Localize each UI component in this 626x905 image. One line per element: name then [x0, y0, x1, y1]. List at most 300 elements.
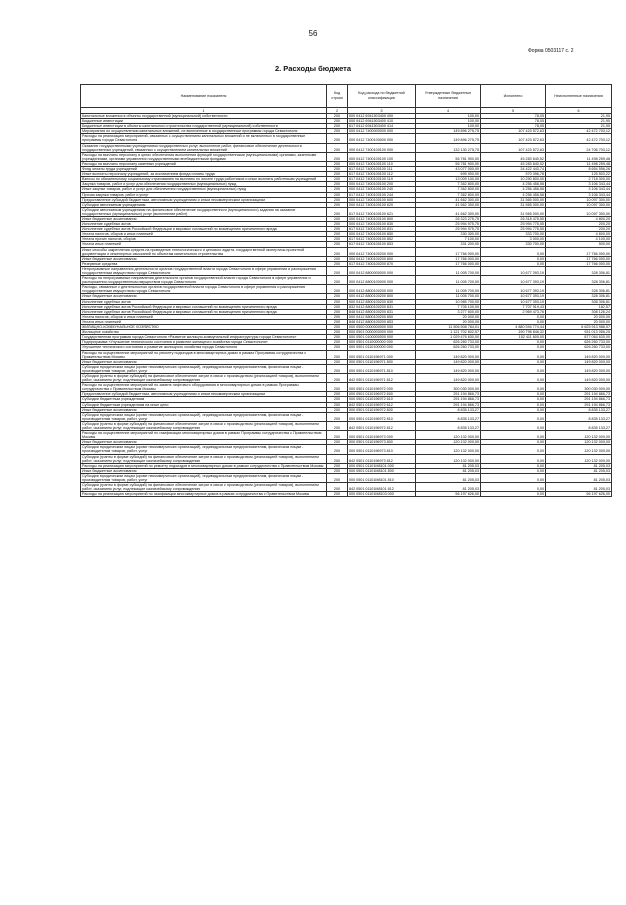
indicator-name-cell: Уплата налогов, сборов и иных платежей: [81, 314, 327, 319]
header-budget-code: Код расхода по бюджетной классификации: [348, 85, 416, 108]
unexecuted-cell: 81 205,03: [546, 483, 612, 492]
form-code: Форма 0503117 с. 2: [528, 48, 574, 54]
budget-code-cell: 832 0412 8800100200 831: [348, 304, 416, 309]
approved-cell: 120 132 000,00: [416, 440, 481, 445]
executed-cell: 45 283 640,52: [481, 161, 546, 166]
approved-cell: 81 205,03: [416, 468, 481, 473]
indicator-name-cell: Иные бюджетные ассигнования: [81, 294, 327, 299]
indicator-name-cell: Исполнение судебных актов Российской Федерации и мировых соглашений по возмещению причиненного вреда: [81, 309, 327, 314]
unexecuted-cell: 3 106 343,44: [546, 192, 612, 197]
approved-cell: 291 194 866,73: [416, 397, 481, 402]
budget-code-cell: 617 0412 6941503400 414: [348, 124, 416, 129]
indicator-name-cell: Субсидии юридическим лицам (кроме некоммерческих организаций), индивидуальным предпринимателям, физическим лицам - производителям товаров, работ, услуг: [81, 412, 327, 421]
indicator-name-cell: Иные бюджетные ассигнования: [81, 407, 327, 412]
expenditure-table: [80, 84, 612, 497]
approved-cell: 10 985 700,00: [416, 299, 481, 304]
unexecuted-cell: 149 820 000,00: [546, 364, 612, 373]
executed-cell: 7 707 919,43: [481, 304, 546, 309]
executed-cell: 78,05: [481, 114, 546, 119]
unexecuted-cell: 20 000,00: [546, 314, 612, 319]
approved-cell: 291 194 866,73: [416, 392, 481, 397]
unexecuted-cell: 931 013 056,25: [546, 330, 612, 335]
line-code-cell: 200: [327, 172, 348, 177]
line-code-cell: 200: [327, 330, 348, 335]
unexecuted-cell: 56 197 626,00: [546, 492, 612, 497]
budget-code-cell: 000 0501 01101М8101 800: [348, 468, 416, 473]
line-code-cell: 200: [327, 294, 348, 299]
executed-cell: 0,00: [481, 468, 546, 473]
approved-cell: 81 205,03: [416, 463, 481, 468]
unexecuted-cell: 125 503,22: [546, 172, 612, 177]
approved-cell: 120 132 000,00: [416, 431, 481, 440]
line-code-cell: 200: [327, 421, 348, 430]
unexecuted-cell: 10 097 300,00: [546, 197, 612, 202]
indicator-name-cell: Расходы на выплаты персоналу в целях обеспечения выполнения функций государственными (муниципальными) органами, казенными учреждениями, органами управления государственными внебюджетными фондами: [81, 152, 327, 161]
unexecuted-cell: 4 800,20: [546, 216, 612, 221]
approved-cell: 20 000,00: [416, 314, 481, 319]
approved-cell: 291 194 866,73: [416, 402, 481, 407]
approved-cell: 56 197 626,00: [416, 492, 481, 497]
header-row: [81, 85, 612, 108]
line-code-cell: 200: [327, 392, 348, 397]
budget-code-cell: 000 0412 7400100100 600: [348, 197, 416, 202]
unexecuted-cell: 120 132 000,00: [546, 440, 612, 445]
column-number: 6: [546, 108, 612, 114]
budget-code-cell: 000 0501 0110196972 610: [348, 397, 416, 402]
line-code-cell: 200: [327, 468, 348, 473]
approved-cell: 11 005 700,00: [416, 276, 481, 285]
executed-cell: 31 565 000,00: [481, 202, 546, 207]
executed-cell: 3 000,00: [481, 237, 546, 242]
indicator-name-cell: Государственная программа города Севастополя «Развитие жилищно-коммунальной инфраструктуры города Севастополя»: [81, 335, 327, 340]
indicator-name-cell: Исполнение судебных актов Российской Федерации и мировых соглашений по возмещению причиненного вреда: [81, 304, 327, 309]
executed-cell: 190 798 846,32: [481, 330, 546, 335]
line-code-cell: 200: [327, 119, 348, 124]
approved-cell: 56 781 900,00: [416, 152, 481, 161]
line-code-cell: 200: [327, 373, 348, 382]
approved-cell: 41 662 300,00: [416, 197, 481, 202]
approved-cell: 120 132 000,00: [416, 454, 481, 463]
indicator-name-cell: Подпрограмма «Улучшение технического состояния и развитие жилищного хозяйства города Севастополя»: [81, 340, 327, 345]
unexecuted-cell: 308 306,81: [546, 299, 612, 304]
indicator-name-cell: Иные закупки товаров, работ и услуг для обеспечения государственных (муниципальных) нужд: [81, 187, 327, 192]
budget-code-cell: 842 0501 0110196972 612: [348, 402, 416, 407]
line-code-cell: 200: [327, 207, 348, 216]
line-code-cell: 200: [327, 340, 348, 345]
line-code-cell: 200: [327, 124, 348, 129]
executed-cell: 0,00: [481, 364, 546, 373]
executed-cell: 0,00: [481, 407, 546, 412]
budget-code-cell: 000 0412 7400100100 110: [348, 161, 416, 166]
executed-cell: 0,00: [481, 445, 546, 454]
indicator-name-cell: Непрограммные направления деятельности органов государственной власти города Севастополя в сфере управления и распоряжения государственным имуществом города Севастополя: [81, 266, 327, 275]
budget-code-cell: 000 0412 8800100000 000: [348, 276, 416, 285]
line-code-cell: 200: [327, 402, 348, 407]
approved-cell: 41 662 300,00: [416, 207, 481, 216]
table-row: [81, 412, 612, 421]
line-code-cell: 200: [327, 143, 348, 152]
budget-code-cell: 617 0412 7400100100 852: [348, 237, 416, 242]
unexecuted-cell: 6 625 913 988,57: [546, 325, 612, 330]
approved-cell: 11 506 508 784,01: [416, 325, 481, 330]
unexecuted-cell: 81 205,03: [546, 463, 612, 468]
indicator-name-cell: Субсидии (гранты в форме субсидий) на финансовое обеспечение затрат в связи с производством (реализацией товаров), выполнением работ, оказанием услуг, подлежащие казначейскому сопровождению: [81, 483, 327, 492]
line-code-cell: 200: [327, 473, 348, 482]
table-row: [81, 473, 612, 482]
budget-code-cell: 000 0412 7400100100 100: [348, 152, 416, 161]
indicator-name-cell: Расходы, связанные с деятельностью органов государственной власти города Севастополя в сфере управления и распоряжения государственным имуществом города Севастополя: [81, 285, 327, 294]
column-number: 5: [481, 108, 546, 114]
approved-cell: 11 005 700,00: [416, 266, 481, 275]
indicator-name-cell: Субсидии (гранты в форме субсидий) на финансовое обеспечение затрат в связи с производством (реализацией товаров), выполнением работ, оказанием услуг, подлежащие казначейскому сопровождению: [81, 454, 327, 463]
unexecuted-cell: 149 820 000,00: [546, 373, 612, 382]
unexecuted-cell: 149 820 000,00: [546, 359, 612, 364]
indicator-name-cell: Фонд оплаты труда учреждений: [81, 167, 327, 172]
table-row: [81, 492, 612, 497]
table-row: [81, 454, 612, 463]
unexecuted-cell: 8 835 133,27: [546, 407, 612, 412]
table-row: [81, 483, 612, 492]
approved-cell: 1 029 476 630,00: [416, 335, 481, 340]
indicator-name-cell: Расходы на осуществление мероприятий по газификации многоквартирных домов в рамках Программы сотрудничества с Правительством Москвы: [81, 431, 327, 440]
approved-cell: 695 900,00: [416, 172, 481, 177]
indicator-name-cell: Уплата иных платежей: [81, 242, 327, 247]
indicator-name-cell: Субсидии (гранты в форме субсидий) на финансовое обеспечение затрат в связи с производством (реализацией товаров), выполнением работ, оказанием услуг, подлежащие казначейскому сопровождению: [81, 421, 327, 430]
line-code-cell: 200: [327, 412, 348, 421]
unexecuted-cell: 21,95: [546, 114, 612, 119]
executed-cell: 2 969 473,76: [481, 309, 546, 314]
budget-code-cell: 000 0501 0110196972 000: [348, 383, 416, 392]
unexecuted-cell: 2 718 300,00: [546, 177, 612, 182]
executed-cell: 26 318 475,55: [481, 216, 546, 221]
unexecuted-cell: 626 260 733,00: [546, 345, 612, 350]
unexecuted-cell: 42 472 703,12: [546, 134, 612, 143]
indicator-name-cell: Субсидии юридическим лицам (кроме некоммерческих организаций), индивидуальным предпринимателям, физическим лицам - производителям товаров, работ, услуг: [81, 364, 327, 373]
executed-cell: 45 283 640,52: [481, 152, 546, 161]
line-code-cell: 200: [327, 463, 348, 468]
unexecuted-cell: 17 766 000,00: [546, 261, 612, 266]
executed-cell: 0,00: [481, 340, 546, 345]
indicator-name-cell: Субсидии автономным учреждениям: [81, 202, 327, 207]
budget-code-cell: 617 0412 7400100100 853: [348, 242, 416, 247]
indicator-name-cell: Субсидии юридическим лицам (кроме некоммерческих организаций), индивидуальным предпринимателям, физическим лицам - производителям товаров, работ, услуг: [81, 473, 327, 482]
line-code-cell: 200: [327, 187, 348, 192]
unexecuted-cell: 11 498 259,48: [546, 161, 612, 166]
indicator-name-cell: Бюджетные инвестиции в объекты капитального строительства государственной (муниципальной) собственности: [81, 124, 327, 129]
line-code-cell: 200: [327, 445, 348, 454]
indicator-name-cell: Расходы на осуществление мероприятий по ремонту подъездов в многоквартирных домах в рамках Программы сотрудничества с Правительством Москвы: [81, 350, 327, 359]
indicator-name-cell: Исполнение судебных актов Российской Федерации и мировых соглашений по возмещению причиненного вреда: [81, 227, 327, 232]
unexecuted-cell: 3 106 343,44: [546, 182, 612, 187]
unexecuted-cell: 120 132 000,00: [546, 431, 612, 440]
unexecuted-cell: 291 194 866,73: [546, 397, 612, 402]
approved-cell: 7 362 800,00: [416, 192, 481, 197]
budget-code-cell: 000 0501 0100000000 000: [348, 335, 416, 340]
executed-cell: 570 396,78: [481, 172, 546, 177]
line-code-cell: 200: [327, 129, 348, 134]
executed-cell: 78,05: [481, 119, 546, 124]
line-code-cell: 200: [327, 364, 348, 373]
approved-cell: 17 766 000,00: [416, 256, 481, 261]
table-row: [81, 143, 612, 152]
approved-cell: 132 130 275,75: [416, 143, 481, 152]
indicator-name-cell: Субсидии бюджетным учреждениям на иные цели: [81, 402, 327, 407]
approved-cell: 7 362 800,00: [416, 182, 481, 187]
executed-cell: 0,00: [481, 261, 546, 266]
line-code-cell: 200: [327, 192, 348, 197]
executed-cell: 0,00: [481, 492, 546, 497]
budget-code-cell: 000 0412 6941503400 400: [348, 114, 416, 119]
approved-cell: 8 835 133,27: [416, 421, 481, 430]
budget-code-cell: 000 0412 7400100200 800: [348, 256, 416, 261]
budget-code-cell: 000 0412 7400100100 000: [348, 143, 416, 152]
indicator-name-cell: Уплата налогов, сборов и иных платежей: [81, 232, 327, 237]
approved-cell: 56 781 900,00: [416, 161, 481, 166]
section-title: 2. Расходы бюджета: [274, 64, 352, 73]
indicator-name-cell: Расходы на выплаты персоналу казенных учреждений: [81, 161, 327, 166]
unexecuted-cell: 21,95: [546, 119, 612, 124]
budget-code-cell: 000 0501 0110196972 800: [348, 407, 416, 412]
line-code-cell: 200: [327, 397, 348, 402]
executed-cell: 10 677 393,19: [481, 294, 546, 299]
line-code-cell: 200: [327, 345, 348, 350]
line-code-cell: 200: [327, 261, 348, 266]
line-code-cell: 200: [327, 285, 348, 294]
header-indicator-name: Наименование показателя: [81, 85, 327, 108]
indicator-name-cell: Закупка товаров, работ и услуг для обеспечения государственных (муниципальных) нужд: [81, 182, 327, 187]
table-row: [81, 364, 612, 373]
unexecuted-cell: 21,95: [546, 124, 612, 129]
table-row: [81, 207, 612, 216]
line-code-cell: 200: [327, 197, 348, 202]
approved-cell: 149 896 275,75: [416, 134, 481, 143]
executed-cell: 4 256 456,56: [481, 187, 546, 192]
budget-code-cell: 000 0501 0110196973 810: [348, 445, 416, 454]
unexecuted-cell: 149 820 000,00: [546, 350, 612, 359]
column-number: 4: [416, 108, 481, 114]
budget-code-cell: 000 0412 7400100100 850: [348, 232, 416, 237]
approved-cell: 8 835 133,27: [416, 407, 481, 412]
approved-cell: 13 009 100,00: [416, 177, 481, 182]
indicator-name-cell: Расходы на непрограммные направления деятельности органов государственной власти города Севастополя в сфере управления и распоряжения государственным имуществом города Севастополя: [81, 276, 327, 285]
executed-cell: 0,00: [481, 319, 546, 324]
approved-cell: 100,00: [416, 114, 481, 119]
line-code-cell: 200: [327, 492, 348, 497]
approved-cell: 41 662 300,00: [416, 202, 481, 207]
line-code-cell: 200: [327, 216, 348, 221]
line-code-cell: 200: [327, 483, 348, 492]
header-executed: Исполнено: [481, 85, 546, 108]
executed-cell: 0,00: [481, 247, 546, 256]
approved-cell: 11 005 700,00: [416, 285, 481, 294]
executed-cell: 0,00: [481, 359, 546, 364]
line-code-cell: 200: [327, 242, 348, 247]
line-code-cell: 200: [327, 227, 348, 232]
unexecuted-cell: 8 835 133,27: [546, 421, 612, 430]
executed-cell: 107 423 572,63: [481, 143, 546, 152]
budget-code-cell: 617 0412 7400100100 111: [348, 167, 416, 172]
unexecuted-cell: 328 306,81: [546, 294, 612, 299]
executed-cell: 0,00: [481, 256, 546, 261]
table-row: [81, 134, 612, 143]
column-number: 1: [81, 108, 327, 114]
line-code-cell: 200: [327, 440, 348, 445]
line-code-cell: 200: [327, 232, 348, 237]
approved-cell: 25 994 975,75: [416, 222, 481, 227]
executed-cell: 0,00: [481, 483, 546, 492]
budget-code-cell: 000 0501 0110196973 800: [348, 440, 416, 445]
budget-code-cell: 000 0501 0110196971 000: [348, 350, 416, 359]
line-code-cell: 200: [327, 247, 348, 256]
budget-code-cell: 000 0412 7400100100 830: [348, 222, 416, 227]
executed-cell: 31 565 000,00: [481, 207, 546, 216]
line-code-cell: 200: [327, 161, 348, 166]
executed-cell: 25 994 775,55: [481, 227, 546, 232]
approved-cell: 7 705 100,00: [416, 304, 481, 309]
budget-code-cell: 000 0501 0110100000 000: [348, 345, 416, 350]
executed-cell: 0,00: [481, 350, 546, 359]
budget-code-cell: 842 0501 0110196973 812: [348, 454, 416, 463]
indicator-name-cell: Прочая закупка товаров, работ и услуг: [81, 192, 327, 197]
unexecuted-cell: 182,57: [546, 304, 612, 309]
unexecuted-cell: 308 126,24: [546, 309, 612, 314]
executed-cell: 4 256 456,56: [481, 182, 546, 187]
indicator-name-cell: Уплата прочих налогов, сборов: [81, 237, 327, 242]
budget-code-cell: 000 0501 01101М8101 000: [348, 463, 416, 468]
budget-code-cell: 000 0500 0000000000 000: [348, 325, 416, 330]
budget-code-cell: 000 0501 0110196971 800: [348, 359, 416, 364]
indicator-name-cell: Иные бюджетные ассигнования: [81, 440, 327, 445]
unexecuted-cell: 8 654 556,26: [546, 167, 612, 172]
executed-cell: 333 700,00: [481, 232, 546, 237]
unexecuted-cell: 328 306,81: [546, 276, 612, 285]
unexecuted-cell: 11 498 259,48: [546, 152, 612, 161]
indicator-name-cell: Жилищное хозяйство: [81, 330, 327, 335]
budget-code-cell: 000 0412 6941503400 410: [348, 119, 416, 124]
indicator-name-cell: Взносы по обязательному социальному страхованию на выплаты по оплате труда работников и иные выплаты работникам учреждений: [81, 177, 327, 182]
approved-cell: 7 100,00: [416, 237, 481, 242]
approved-cell: 17 766 000,00: [416, 247, 481, 256]
line-code-cell: 200: [327, 237, 348, 242]
table-row: [81, 421, 612, 430]
executed-cell: 330 700,00: [481, 242, 546, 247]
unexecuted-cell: 120 132 000,00: [546, 445, 612, 454]
unexecuted-cell: 81 205,03: [546, 468, 612, 473]
budget-code-cell: 617 0412 7400100100 112: [348, 172, 416, 177]
executed-cell: 10 677 393,19: [481, 276, 546, 285]
line-code-cell: 200: [327, 222, 348, 227]
approved-cell: 149 896 275,75: [416, 129, 481, 134]
table-row: [81, 247, 612, 256]
executed-cell: 0,00: [481, 473, 546, 482]
executed-cell: 4 256 456,56: [481, 192, 546, 197]
executed-cell: 152 411 600,00: [481, 335, 546, 340]
approved-cell: 300 030 000,00: [416, 383, 481, 392]
budget-code-cell: 000 0412 7400100100 620: [348, 202, 416, 207]
table-body: [81, 114, 612, 497]
unexecuted-cell: 17 766 000,00: [546, 256, 612, 261]
line-code-cell: 200: [327, 304, 348, 309]
approved-cell: 81 205,03: [416, 473, 481, 482]
approved-cell: 626 260 733,00: [416, 345, 481, 350]
line-code-cell: 200: [327, 256, 348, 261]
budget-code-cell: 000 0412 7400100100 240: [348, 187, 416, 192]
approved-cell: 149 820 000,00: [416, 373, 481, 382]
line-code-cell: 200: [327, 299, 348, 304]
line-code-cell: 200: [327, 350, 348, 359]
approved-cell: 11 005 700,00: [416, 294, 481, 299]
header-unexecuted: Неисполненные назначения: [546, 85, 612, 108]
executed-cell: 0,00: [481, 431, 546, 440]
budget-code-cell: 617 0412 7400100100 119: [348, 177, 416, 182]
executed-cell: 0,00: [481, 373, 546, 382]
approved-cell: 26 323 275,75: [416, 216, 481, 221]
unexecuted-cell: 291 194 866,73: [546, 392, 612, 397]
executed-cell: 78,05: [481, 124, 546, 129]
line-code-cell: 200: [327, 167, 348, 172]
budget-code-cell: 000 0501 0110196972 600: [348, 392, 416, 397]
approved-cell: 149 820 000,00: [416, 350, 481, 359]
approved-cell: 3 277 600,00: [416, 309, 481, 314]
line-code-cell: 200: [327, 407, 348, 412]
unexecuted-cell: 10 097 300,00: [546, 202, 612, 207]
indicator-name-cell: Оказание государственными учреждениями государственных услуг, выполнение работ, финансовое обеспечение деятельности государственных учреждений, связанных с осуществлением капитальных вложений: [81, 143, 327, 152]
line-code-cell: 200: [327, 431, 348, 440]
budget-code-cell: 842 0501 01101М8101 812: [348, 483, 416, 492]
approved-cell: 149 820 000,00: [416, 364, 481, 373]
approved-cell: 81 205,03: [416, 483, 481, 492]
indicator-name-cell: Резервные средства: [81, 261, 327, 266]
approved-cell: 120 132 000,00: [416, 445, 481, 454]
unexecuted-cell: 81 205,03: [546, 473, 612, 482]
executed-cell: 0,00: [481, 383, 546, 392]
header-approved: Утвержденные бюджетные назначения: [416, 85, 481, 108]
unexecuted-cell: 3 106 343,44: [546, 187, 612, 192]
unexecuted-cell: 120 132 000,00: [546, 454, 612, 463]
indicator-name-cell: Субсидии юридическим лицам (кроме некоммерческих организаций), индивидуальным предпринимателям, физическим лицам - производителям товаров, работ, услуг: [81, 445, 327, 454]
page-number: 56: [308, 29, 318, 38]
indicator-name-cell: ЖИЛИЩНО-КОММУНАЛЬНОЕ ХОЗЯЙСТВО: [81, 325, 327, 330]
budget-code-cell: 000 0501 0110000000 000: [348, 340, 416, 345]
indicator-name-cell: Субсидии (гранты в форме субсидий) на финансовое обеспечение затрат в связи с производством (реализацией товаров), выполнением работ, оказанием услуг, подлежащие казначейскому сопровождению: [81, 373, 327, 382]
indicator-name-cell: Расходы на реализацию мероприятий по газификации многоквартирных домов в рамках сотрудничества с Правительством Москвы: [81, 492, 327, 497]
executed-cell: 0,00: [481, 421, 546, 430]
indicator-name-cell: Исполнение судебных актов: [81, 222, 327, 227]
indicator-name-cell: Иные бюджетные ассигнования: [81, 216, 327, 221]
table-row: [81, 276, 612, 285]
table-row: [81, 152, 612, 161]
unexecuted-cell: 626 260 733,00: [546, 340, 612, 345]
approved-cell: 330 300,00: [416, 232, 481, 237]
unexecuted-cell: 4 100,00: [546, 237, 612, 242]
budget-code-cell: 000 0412 7400100200 000: [348, 247, 416, 256]
approved-cell: 100,00: [416, 119, 481, 124]
line-code-cell: 200: [327, 177, 348, 182]
executed-cell: 0,00: [481, 454, 546, 463]
executed-cell: 0,00: [481, 397, 546, 402]
executed-cell: 0,00: [481, 440, 546, 445]
unexecuted-cell: 20 000,00: [546, 319, 612, 324]
indicator-name-cell: Мероприятия по осуществлению капитальных вложений, не включенные в государственные программы города Севастополя: [81, 129, 327, 134]
line-code-cell: 200: [327, 325, 348, 330]
indicator-name-cell: Предоставление субсидий бюджетным, автономным учреждениям и иным некоммерческим организациям: [81, 197, 327, 202]
line-code-cell: 200: [327, 314, 348, 319]
budget-code-cell: 000 0412 7400100000 000: [348, 134, 416, 143]
unexecuted-cell: 328 306,81: [546, 285, 612, 294]
budget-code-cell: 617 0412 7400100100 621: [348, 207, 416, 216]
executed-cell: 0,00: [481, 392, 546, 397]
budget-code-cell: 000 0501 0110196971 810: [348, 364, 416, 373]
